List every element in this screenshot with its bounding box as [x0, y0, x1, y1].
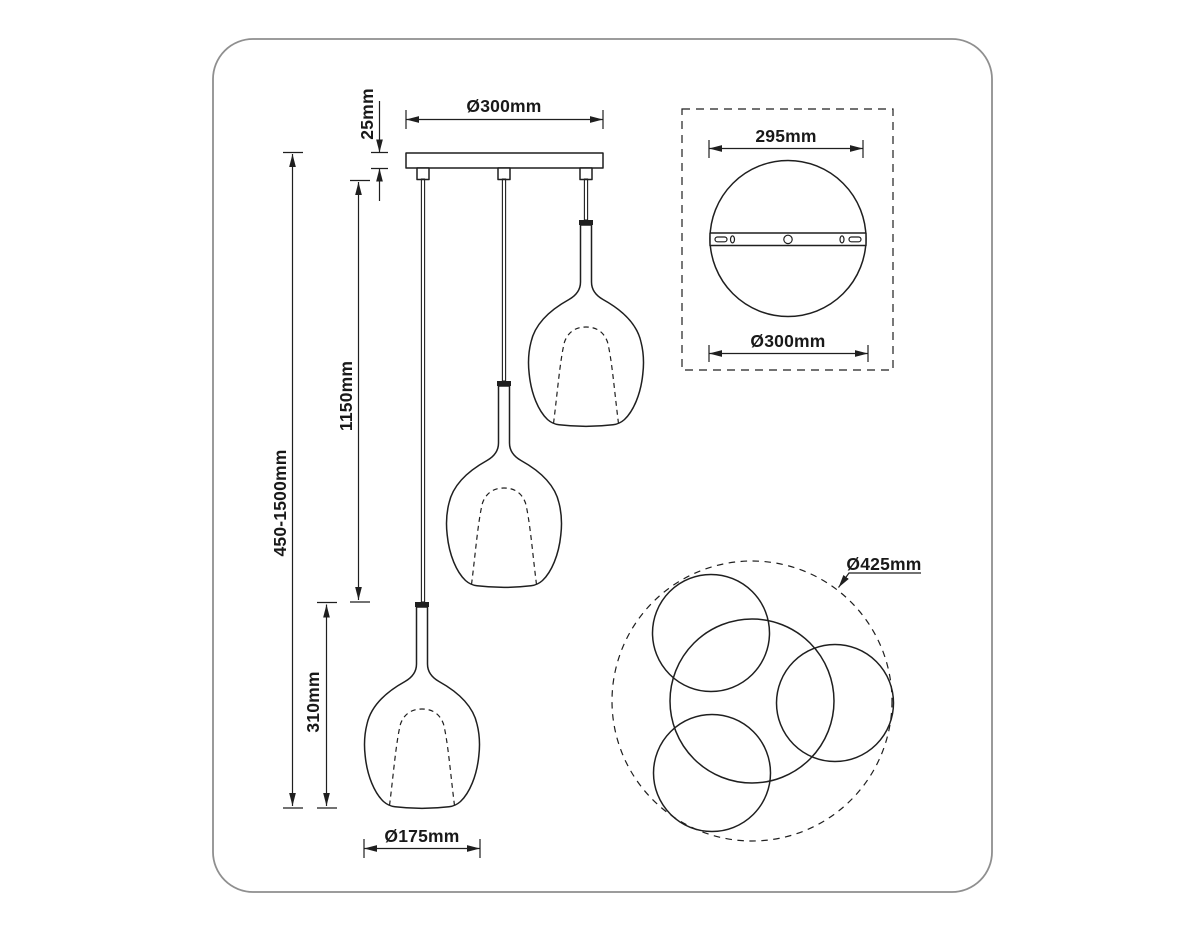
shade-footprint-top-left [653, 575, 770, 692]
bracket-width-label: 295mm [755, 126, 817, 146]
dimension-footprint-diameter [839, 554, 922, 588]
shade-diameter-label: Ø175mm [384, 826, 460, 846]
dimension-bracket-width [709, 126, 863, 158]
elevation-view [270, 88, 643, 858]
footprint-diameter-label: Ø425mm [846, 554, 922, 574]
cord-outlet-left [417, 168, 429, 180]
shade-bottom [365, 602, 480, 808]
cord-length-label: 1150mm [336, 360, 356, 432]
plate-diameter-label: Ø300mm [466, 96, 542, 116]
dimension-cord-length [336, 181, 370, 603]
cord-outlet-middle [498, 168, 510, 180]
ceiling-plate [406, 153, 603, 168]
footprint-view [612, 554, 922, 841]
shade-height-label: 310mm [303, 671, 323, 733]
footprint-circle-dashed [612, 561, 892, 841]
dimension-plate-diameter [406, 96, 603, 129]
overall-height-label: 450-1500mm [270, 449, 290, 557]
cord-left [421, 179, 424, 602]
plate-thickness-label: 25mm [357, 88, 377, 140]
cord-outlet-right [580, 168, 592, 180]
dimension-shade-height [303, 603, 337, 809]
dimension-overall-height [270, 153, 303, 809]
cord-right [584, 179, 587, 220]
cord-middle [502, 179, 505, 381]
dimension-plate-thickness [357, 88, 388, 201]
dimension-canopy-diameter [709, 331, 868, 362]
shade-top [529, 220, 644, 426]
canopy-diameter-label: Ø300mm [750, 331, 826, 351]
pitch-circle [670, 619, 834, 783]
canopy-top-view [682, 109, 893, 370]
dimension-shade-diameter [364, 826, 480, 858]
shade-footprint-right [777, 645, 894, 762]
